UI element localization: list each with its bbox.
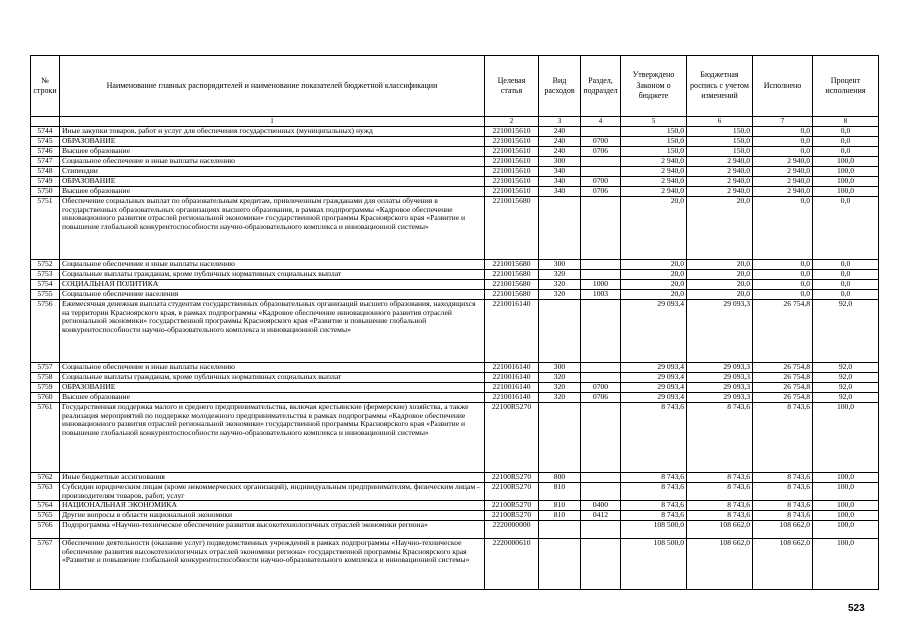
table-row xyxy=(31,483,879,501)
row-approved: 150,0 xyxy=(621,137,687,147)
row-percent: 0,0 xyxy=(813,260,879,270)
row-executed: 0,0 xyxy=(753,147,813,157)
row-executed: 8 743,6 xyxy=(753,501,813,511)
row-approved: 29 093,4 xyxy=(621,363,687,373)
row-number: 5752 xyxy=(31,260,60,270)
row-number: 5762 xyxy=(31,473,60,483)
column-number-row xyxy=(31,117,879,127)
row-name: Обеспечение деятельности (оказание услуг) подведомственных учреждений в рамках подпрограммы «Научно-техническое обеспечение развития высокотехнологичных отраслей экономики региона» государственной программы Красноярского края «Развитие и повышение глобальной конкурентоспособности научно-образовательного комплекса и инновационной системы» xyxy=(60,539,485,590)
col-header-approved: Утверждено Законом о бюджете xyxy=(621,56,687,117)
row-name: ОБРАЗОВАНИЕ xyxy=(60,177,485,187)
col-header-expense-type: Вид расходов xyxy=(539,56,581,117)
row-expense-type: 810 xyxy=(539,501,581,511)
row-expense-type: 320 xyxy=(539,270,581,280)
row-percent: 0,0 xyxy=(813,127,879,137)
table-row xyxy=(31,363,879,373)
row-executed: 0,0 xyxy=(753,137,813,147)
row-section xyxy=(581,473,621,483)
row-expense-type: 810 xyxy=(539,511,581,521)
row-budget-list: 2 940,0 xyxy=(687,157,753,167)
row-name: Социальное обеспечение и иные выплаты населению xyxy=(60,363,485,373)
row-expense-type: 300 xyxy=(539,157,581,167)
row-budget-list: 29 093,3 xyxy=(687,393,753,403)
row-executed: 0,0 xyxy=(753,127,813,137)
row-percent: 92,0 xyxy=(813,363,879,373)
row-name: СОЦИАЛЬНАЯ ПОЛИТИКА xyxy=(60,280,485,290)
row-number: 5755 xyxy=(31,290,60,300)
row-budget-list: 29 093,3 xyxy=(687,363,753,373)
col-header-executed: Исполнено xyxy=(753,56,813,117)
row-expense-type: 320 xyxy=(539,383,581,393)
row-approved: 2 940,0 xyxy=(621,167,687,177)
row-section xyxy=(581,197,621,260)
row-number: 5745 xyxy=(31,137,60,147)
row-budget-list: 150,0 xyxy=(687,147,753,157)
row-budget-list: 29 093,3 xyxy=(687,300,753,363)
row-approved: 20,0 xyxy=(621,290,687,300)
row-percent: 92,0 xyxy=(813,393,879,403)
row-section xyxy=(581,373,621,383)
row-expense-type: 240 xyxy=(539,127,581,137)
row-name: Социальное обеспечение и иные выплаты населению xyxy=(60,260,485,270)
row-approved: 20,0 xyxy=(621,197,687,260)
col-header-percent: Процент исполнения xyxy=(813,56,879,117)
row-expense-type: 300 xyxy=(539,260,581,270)
row-name: Ежемесячная денежная выплата студентам государственных образовательных организаций высшего образования, находящихся на территории Красноярского края, в рамках подпрограммы «Кадровое обеспечение инновационного развития отраслей региональной экономики» государственной программы Красноярского края «Развитие и повышение глобальной конкурентоспособности научно-образовательного комплекса и инновационной системы» xyxy=(60,300,485,363)
row-expense-type xyxy=(539,300,581,363)
column-number: 5 xyxy=(621,117,687,127)
row-approved: 8 743,6 xyxy=(621,483,687,501)
row-number: 5751 xyxy=(31,197,60,260)
row-approved: 29 093,4 xyxy=(621,393,687,403)
row-section xyxy=(581,127,621,137)
row-budget-list: 150,0 xyxy=(687,137,753,147)
row-target-article: 2210016140 xyxy=(485,363,539,373)
row-number: 5767 xyxy=(31,539,60,590)
row-approved: 2 940,0 xyxy=(621,187,687,197)
column-number: 4 xyxy=(581,117,621,127)
row-percent: 100,0 xyxy=(813,473,879,483)
page-number: 523 xyxy=(848,603,865,614)
row-number: 5760 xyxy=(31,393,60,403)
col-header-section: Раздел, подраздел xyxy=(581,56,621,117)
row-percent: 0,0 xyxy=(813,280,879,290)
row-name: Иные бюджетные ассигнования xyxy=(60,473,485,483)
row-name: Стипендии xyxy=(60,167,485,177)
row-number: 5754 xyxy=(31,280,60,290)
row-approved: 29 093,4 xyxy=(621,383,687,393)
row-name: ОБРАЗОВАНИЕ xyxy=(60,383,485,393)
row-name: Субсидии юридическим лицам (кроме некоммерческих организаций), индивидуальным предпринимателям, физическим лицам - производителям товаров, работ, услуг xyxy=(60,483,485,501)
col-header-name: Наименование главных распорядителей и наименование показателей бюджетной классификации xyxy=(60,56,485,117)
table-row xyxy=(31,197,879,260)
row-target-article: 2210015610 xyxy=(485,177,539,187)
row-number: 5763 xyxy=(31,483,60,501)
row-executed: 2 940,0 xyxy=(753,177,813,187)
row-target-article: 2210015610 xyxy=(485,147,539,157)
row-approved: 29 093,4 xyxy=(621,373,687,383)
row-approved: 8 743,6 xyxy=(621,501,687,511)
row-budget-list: 2 940,0 xyxy=(687,187,753,197)
row-approved: 150,0 xyxy=(621,127,687,137)
row-expense-type: 800 xyxy=(539,473,581,483)
row-budget-list: 108 662,0 xyxy=(687,539,753,590)
table-row xyxy=(31,137,879,147)
table-row xyxy=(31,383,879,393)
row-percent: 92,0 xyxy=(813,373,879,383)
row-section xyxy=(581,539,621,590)
row-approved: 20,0 xyxy=(621,260,687,270)
row-section xyxy=(581,403,621,473)
row-name: Государственная поддержка малого и среднего предпринимательства, включая крестьянские (фермерские) хозяйства, а также реализация мероприятий по поддержке молодежного предпринимательства в рамках подпрограммы «Кадровое обеспечение инновационного развития отраслей региональной экономики» государственной программы Красноярского края «Развитие и повышение глобальной конкурентоспособности научно-образовательного комплекса и инновационной системы» xyxy=(60,403,485,473)
col-header-target-article: Целевая статья xyxy=(485,56,539,117)
col-header-row-number: № строки xyxy=(31,56,60,117)
row-executed: 2 940,0 xyxy=(753,187,813,197)
row-section: 0706 xyxy=(581,147,621,157)
row-executed: 0,0 xyxy=(753,197,813,260)
row-section: 0700 xyxy=(581,177,621,187)
column-number: 8 xyxy=(813,117,879,127)
row-target-article: 2210015610 xyxy=(485,167,539,177)
row-percent: 0,0 xyxy=(813,197,879,260)
row-expense-type: 240 xyxy=(539,137,581,147)
row-budget-list: 108 662,0 xyxy=(687,521,753,539)
row-target-article: 2210015610 xyxy=(485,187,539,197)
column-number: 2 xyxy=(485,117,539,127)
row-executed: 0,0 xyxy=(753,280,813,290)
row-budget-list: 150,0 xyxy=(687,127,753,137)
row-executed: 8 743,6 xyxy=(753,511,813,521)
column-number: 7 xyxy=(753,117,813,127)
row-number: 5748 xyxy=(31,167,60,177)
row-number: 5759 xyxy=(31,383,60,393)
row-expense-type xyxy=(539,403,581,473)
row-section: 1000 xyxy=(581,280,621,290)
table-row xyxy=(31,521,879,539)
row-budget-list: 8 743,6 xyxy=(687,501,753,511)
row-expense-type xyxy=(539,539,581,590)
row-target-article: 2210015680 xyxy=(485,290,539,300)
table-row xyxy=(31,167,879,177)
row-target-article: 2220000000 xyxy=(485,521,539,539)
row-executed: 0,0 xyxy=(753,290,813,300)
row-budget-list: 20,0 xyxy=(687,270,753,280)
budget-sheet xyxy=(30,55,878,590)
row-number: 5746 xyxy=(31,147,60,157)
row-percent: 0,0 xyxy=(813,147,879,157)
row-section xyxy=(581,260,621,270)
row-executed: 26 754,8 xyxy=(753,373,813,383)
row-percent: 100,0 xyxy=(813,511,879,521)
row-percent: 100,0 xyxy=(813,483,879,501)
row-target-article: 2210015610 xyxy=(485,157,539,167)
row-expense-type: 320 xyxy=(539,393,581,403)
table-row xyxy=(31,501,879,511)
row-number: 5757 xyxy=(31,363,60,373)
table-row xyxy=(31,403,879,473)
row-approved: 2 940,0 xyxy=(621,157,687,167)
row-percent: 0,0 xyxy=(813,270,879,280)
row-executed: 108 662,0 xyxy=(753,521,813,539)
row-target-article: 2210015680 xyxy=(485,260,539,270)
row-expense-type: 320 xyxy=(539,373,581,383)
col-header-budget-list: Бюджетная роспись с учетом изменений xyxy=(687,56,753,117)
row-approved: 8 743,6 xyxy=(621,473,687,483)
row-number: 5761 xyxy=(31,403,60,473)
column-number: 6 xyxy=(687,117,753,127)
row-target-article: 2220000610 xyxy=(485,539,539,590)
row-number: 5766 xyxy=(31,521,60,539)
row-executed: 0,0 xyxy=(753,270,813,280)
row-percent: 100,0 xyxy=(813,539,879,590)
row-executed: 8 743,6 xyxy=(753,473,813,483)
row-section xyxy=(581,157,621,167)
row-approved: 8 743,6 xyxy=(621,403,687,473)
row-percent: 100,0 xyxy=(813,521,879,539)
row-number: 5747 xyxy=(31,157,60,167)
row-section: 1003 xyxy=(581,290,621,300)
row-section: 0700 xyxy=(581,137,621,147)
table-row xyxy=(31,290,879,300)
row-target-article: 2210016140 xyxy=(485,383,539,393)
row-budget-list: 2 940,0 xyxy=(687,167,753,177)
table-row xyxy=(31,270,879,280)
row-name: Высшее образование xyxy=(60,187,485,197)
row-executed: 26 754,8 xyxy=(753,383,813,393)
row-percent: 100,0 xyxy=(813,177,879,187)
row-target-article: 2210015680 xyxy=(485,197,539,260)
row-budget-list: 8 743,6 xyxy=(687,473,753,483)
table-row xyxy=(31,300,879,363)
row-executed: 2 940,0 xyxy=(753,157,813,167)
row-expense-type: 320 xyxy=(539,280,581,290)
row-target-article: 2210016140 xyxy=(485,373,539,383)
row-executed: 108 662,0 xyxy=(753,539,813,590)
row-executed: 0,0 xyxy=(753,260,813,270)
row-section: 0706 xyxy=(581,393,621,403)
row-approved: 20,0 xyxy=(621,280,687,290)
row-percent: 100,0 xyxy=(813,167,879,177)
row-number: 5765 xyxy=(31,511,60,521)
row-expense-type: 810 xyxy=(539,483,581,501)
column-number: 3 xyxy=(539,117,581,127)
row-name: Социальное обеспечение населения xyxy=(60,290,485,300)
row-target-article: 22100R5270 xyxy=(485,501,539,511)
row-budget-list: 8 743,6 xyxy=(687,403,753,473)
row-number: 5756 xyxy=(31,300,60,363)
row-budget-list: 29 093,3 xyxy=(687,383,753,393)
row-executed: 8 743,6 xyxy=(753,403,813,473)
row-target-article: 2210016140 xyxy=(485,300,539,363)
row-name: Социальное обеспечение и иные выплаты населению xyxy=(60,157,485,167)
row-approved: 108 500,0 xyxy=(621,521,687,539)
table-body xyxy=(31,127,879,590)
row-number: 5764 xyxy=(31,501,60,511)
row-target-article: 22100R5270 xyxy=(485,473,539,483)
row-percent: 0,0 xyxy=(813,290,879,300)
row-expense-type xyxy=(539,197,581,260)
row-section xyxy=(581,167,621,177)
column-number: 1 xyxy=(60,117,485,127)
row-budget-list: 20,0 xyxy=(687,280,753,290)
column-number-blank xyxy=(31,117,60,127)
row-section: 0706 xyxy=(581,187,621,197)
table-row xyxy=(31,393,879,403)
row-budget-list: 2 940,0 xyxy=(687,177,753,187)
row-approved: 2 940,0 xyxy=(621,177,687,187)
table-row xyxy=(31,187,879,197)
table-row xyxy=(31,473,879,483)
row-budget-list: 8 743,6 xyxy=(687,511,753,521)
table-row xyxy=(31,260,879,270)
header-row xyxy=(31,56,879,117)
row-section: 0400 xyxy=(581,501,621,511)
row-approved: 29 093,4 xyxy=(621,300,687,363)
table-row xyxy=(31,539,879,590)
row-number: 5753 xyxy=(31,270,60,280)
row-percent: 92,0 xyxy=(813,383,879,393)
row-percent: 100,0 xyxy=(813,157,879,167)
row-name: ОБРАЗОВАНИЕ xyxy=(60,137,485,147)
row-target-article: 2210015680 xyxy=(485,270,539,280)
row-target-article: 22100R5270 xyxy=(485,483,539,501)
row-executed: 26 754,8 xyxy=(753,300,813,363)
row-expense-type: 240 xyxy=(539,147,581,157)
table-row xyxy=(31,280,879,290)
row-name: Социальные выплаты гражданам, кроме публичных нормативных социальных выплат xyxy=(60,373,485,383)
row-number: 5750 xyxy=(31,187,60,197)
row-percent: 100,0 xyxy=(813,501,879,511)
row-expense-type: 320 xyxy=(539,290,581,300)
row-expense-type: 340 xyxy=(539,167,581,177)
row-section xyxy=(581,270,621,280)
row-budget-list: 8 743,6 xyxy=(687,483,753,501)
row-name: Высшее образование xyxy=(60,147,485,157)
table-row xyxy=(31,127,879,137)
row-budget-list: 29 093,3 xyxy=(687,373,753,383)
row-approved: 20,0 xyxy=(621,270,687,280)
row-section xyxy=(581,521,621,539)
row-name: Иные закупки товаров, работ и услуг для обеспечения государственных (муниципальных) нужд xyxy=(60,127,485,137)
budget-table xyxy=(30,55,879,590)
row-executed: 26 754,8 xyxy=(753,363,813,373)
row-expense-type: 340 xyxy=(539,187,581,197)
table-row xyxy=(31,157,879,167)
row-section xyxy=(581,363,621,373)
row-expense-type xyxy=(539,521,581,539)
row-number: 5758 xyxy=(31,373,60,383)
row-percent: 0,0 xyxy=(813,137,879,147)
row-target-article: 22100R5270 xyxy=(485,511,539,521)
row-percent: 100,0 xyxy=(813,187,879,197)
row-target-article: 2210015610 xyxy=(485,137,539,147)
table-row xyxy=(31,511,879,521)
row-expense-type: 300 xyxy=(539,363,581,373)
row-section xyxy=(581,300,621,363)
row-budget-list: 20,0 xyxy=(687,290,753,300)
row-approved: 8 743,6 xyxy=(621,511,687,521)
row-section: 0700 xyxy=(581,383,621,393)
row-name: НАЦИОНАЛЬНАЯ ЭКОНОМИКА xyxy=(60,501,485,511)
table-row xyxy=(31,177,879,187)
row-budget-list: 20,0 xyxy=(687,260,753,270)
row-executed: 2 940,0 xyxy=(753,167,813,177)
row-target-article: 22100R5270 xyxy=(485,403,539,473)
row-expense-type: 340 xyxy=(539,177,581,187)
row-target-article: 2210016140 xyxy=(485,393,539,403)
row-executed: 8 743,6 xyxy=(753,483,813,501)
row-number: 5744 xyxy=(31,127,60,137)
table-row xyxy=(31,373,879,383)
row-percent: 92,0 xyxy=(813,300,879,363)
row-approved: 108 500,0 xyxy=(621,539,687,590)
row-number: 5749 xyxy=(31,177,60,187)
row-executed: 26 754,8 xyxy=(753,393,813,403)
row-section: 0412 xyxy=(581,511,621,521)
row-name: Обеспечение социальных выплат по образовательным кредитам, привлеченным гражданами для оплаты обучения в государственных образовательных организациях высшего образования, в рамках подпрограммы «Кадровое обеспечение инновационного развития отраслей региональной экономики» государственной программы Красноярского края «Развитие и повышение глобальной конкурентоспособности научно-образовательного комплекса и инновационной системы» xyxy=(60,197,485,260)
row-name: Подпрограмма «Научно-техническое обеспечение развития высокотехнологичных отраслей экономики региона» xyxy=(60,521,485,539)
row-section xyxy=(581,483,621,501)
row-name: Социальные выплаты гражданам, кроме публичных нормативных социальных выплат xyxy=(60,270,485,280)
row-percent: 100,0 xyxy=(813,403,879,473)
table-row xyxy=(31,147,879,157)
row-target-article: 2210015680 xyxy=(485,280,539,290)
row-target-article: 2210015610 xyxy=(485,127,539,137)
row-budget-list: 20,0 xyxy=(687,197,753,260)
row-name: Высшее образование xyxy=(60,393,485,403)
row-name: Другие вопросы в области национальной экономики xyxy=(60,511,485,521)
row-approved: 150,0 xyxy=(621,147,687,157)
